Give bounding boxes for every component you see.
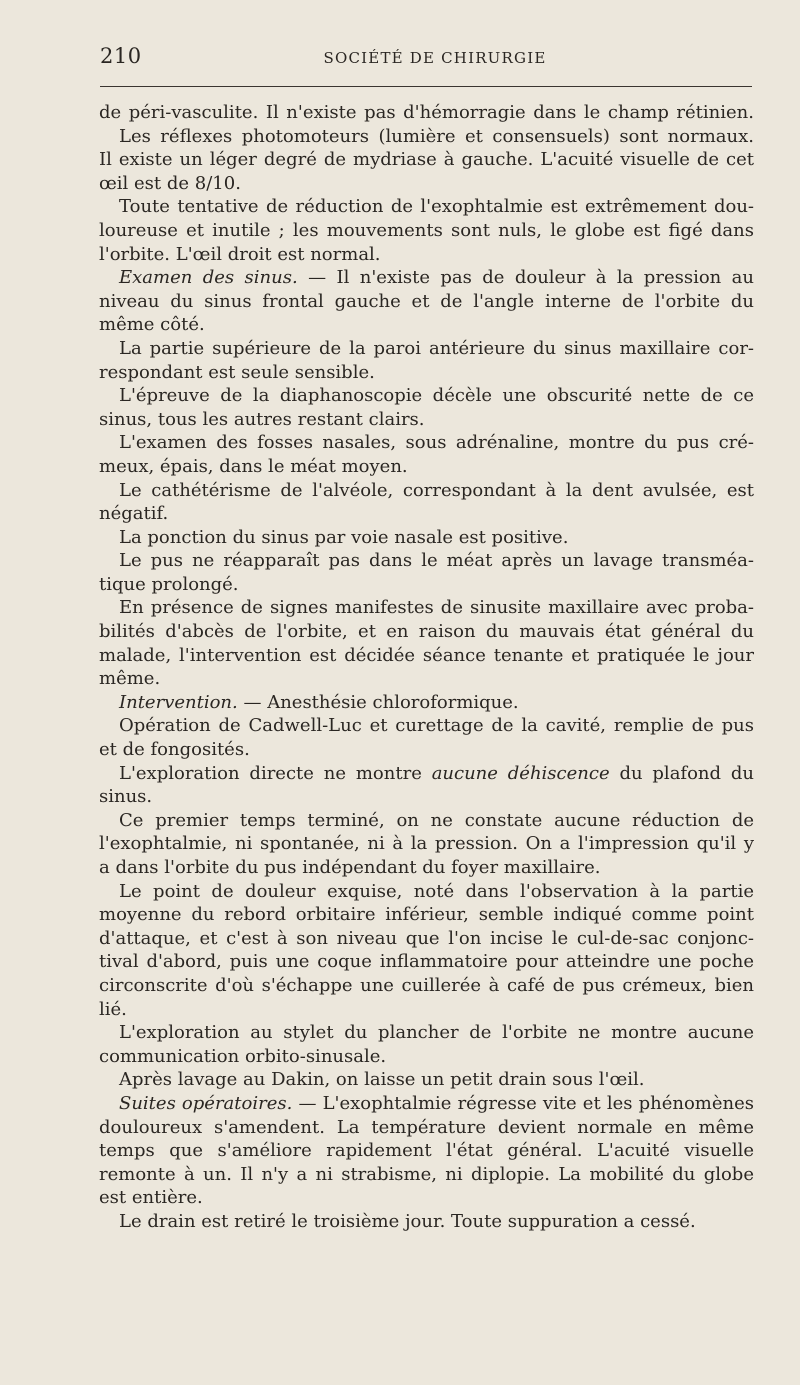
line-text: l'exophtalmie, ni spontanée, ni à la pression. On a l'impression qu'il y <box>99 833 754 855</box>
line-text: négatif. <box>99 503 169 525</box>
text-line <box>99 620 754 644</box>
line-text: est entière. <box>99 1187 203 1209</box>
text-line <box>99 809 754 833</box>
line-text: En présence de signes manifestes de sinusite maxillaire avec proba- <box>119 597 754 619</box>
text-line <box>99 290 754 314</box>
line-text: d'attaque, et c'est à son niveau que l'on incise le cul-de-sac conjonc- <box>99 927 754 949</box>
line-text: de péri-vasculite. Il n'existe pas d'hémorragie dans le champ rétinien. <box>99 102 754 123</box>
text-line <box>99 1021 754 1045</box>
line-text: — L'exophtalmie régresse vite et les phénomènes <box>292 1092 754 1114</box>
line-text: loureuse et inutile ; les mouvements sont nuls, le globe est figé dans <box>99 219 754 241</box>
text-line <box>99 148 754 172</box>
line-text: niveau du sinus frontal gauche et de l'angle interne de l'orbite du <box>99 290 754 312</box>
page-number: 210 <box>100 44 142 68</box>
text-line <box>99 125 754 149</box>
line-text: Toute tentative de réduction de l'exophtalmie est extrêmement dou- <box>119 196 754 218</box>
text-line <box>99 738 754 762</box>
text-line <box>99 337 754 361</box>
line-text: sinus, tous les autres restant clairs. <box>99 408 425 430</box>
text-line <box>99 950 754 974</box>
text-line <box>99 526 754 550</box>
text-line <box>99 479 754 503</box>
line-text: moyenne du rebord orbitaire inférieur, semble indiqué comme point <box>99 904 754 926</box>
body-text <box>99 101 754 1234</box>
text-line <box>99 502 754 526</box>
text-line <box>99 408 754 432</box>
line-text: Après lavage au Dakin, on laisse un petit drain sous l'œil. <box>119 1069 645 1091</box>
line-text: malade, l'intervention est décidée séance tenante et pratiquée le jour <box>99 644 754 666</box>
line-text: tique prolongé. <box>99 573 239 595</box>
text-line <box>99 573 754 597</box>
text-line <box>99 927 754 951</box>
line-text: Il existe un léger degré de mydriase à gauche. L'acuité visuelle de cet <box>99 149 754 171</box>
line-text: — Anesthésie chloroformique. <box>237 691 519 713</box>
page-header <box>100 44 750 74</box>
text-line <box>99 1186 754 1210</box>
line-text: même côté. <box>99 314 205 336</box>
text-line <box>99 644 754 668</box>
italic-heading: Intervention. <box>119 691 238 713</box>
text-line <box>99 243 754 267</box>
line-text: meux, épais, dans le méat moyen. <box>99 455 408 477</box>
line-text: lié. <box>99 998 127 1020</box>
text-line <box>99 549 754 573</box>
text-line <box>99 455 754 479</box>
line-text: temps que s'améliore rapidement l'état général. L'acuité visuelle <box>99 1140 754 1162</box>
line-text: douloureux s'amendent. La température devient normale en même <box>99 1116 754 1138</box>
line-text: remonte à un. Il n'y a ni strabisme, ni diplopie. La mobilité du globe <box>99 1163 754 1185</box>
line-text: respondant est seule sensible. <box>99 361 375 383</box>
line-text: l'orbite. L'œil droit est normal. <box>99 243 381 265</box>
line-text: La ponction du sinus par voie nasale est positive. <box>119 526 569 548</box>
line-text: L'épreuve de la diaphanoscopie décèle une obscurité nette de ce <box>119 385 754 407</box>
text-line <box>99 101 754 125</box>
text-line <box>99 785 754 809</box>
line-text: L'exploration au stylet du plancher de l'orbite ne montre aucune <box>119 1022 754 1044</box>
text-line <box>99 691 754 715</box>
text-line <box>99 1139 754 1163</box>
line-text: Ce premier temps terminé, on ne constate aucune réduction de <box>119 809 754 831</box>
line-text: Le cathétérisme de l'alvéole, correspondant à la dent avulsée, est <box>119 479 754 501</box>
text-line <box>99 172 754 196</box>
line-text: et de fongosités. <box>99 739 250 761</box>
line-text: communication orbito-sinusale. <box>99 1045 387 1067</box>
italic-heading: Examen des sinus. <box>119 267 298 289</box>
text-line <box>99 1163 754 1187</box>
line-text: même. <box>99 668 161 690</box>
italic-emphasis: aucune déhiscence <box>431 762 610 784</box>
text-line <box>99 313 754 337</box>
line-text: Opération de Cadwell-Luc et curettage de la cavité, remplie de pus <box>119 715 754 737</box>
text-line <box>99 998 754 1022</box>
text-line <box>99 1045 754 1069</box>
line-text: sinus. <box>99 786 153 808</box>
line-text: œil est de 8/10. <box>99 172 241 194</box>
text-line <box>99 1116 754 1140</box>
line-text: Le point de douleur exquise, noté dans l'observation à la partie <box>119 880 754 902</box>
line-text: La partie supérieure de la paroi antérieure du sinus maxillaire cor- <box>119 337 754 359</box>
text-line <box>99 431 754 455</box>
text-line <box>99 762 754 786</box>
line-text: tival d'abord, puis une coque inflammatoire pour atteindre une poche <box>99 951 754 973</box>
line-text: L'examen des fosses nasales, sous adrénaline, montre du pus cré- <box>119 432 754 454</box>
line-text: L'exploration directe ne montre <box>119 762 432 784</box>
italic-heading: Suites opératoires. <box>119 1092 293 1114</box>
line-text: a dans l'orbite du pus indépendant du foyer maxillaire. <box>99 857 601 878</box>
line-text: — Il n'existe pas de douleur à la pression au <box>297 267 754 289</box>
text-line <box>99 219 754 243</box>
line-text: circonscrite d'où s'échappe une cuillerée à café de pus crémeux, bien <box>99 974 754 996</box>
text-line <box>99 1210 754 1234</box>
text-line <box>99 1068 754 1092</box>
line-text: du plafond du <box>609 762 754 784</box>
text-line <box>99 195 754 219</box>
text-line <box>99 832 754 856</box>
text-line <box>99 880 754 904</box>
text-line <box>99 974 754 998</box>
line-text: Les réflexes photomoteurs (lumière et consensuels) sont normaux. <box>119 125 754 147</box>
line-text: bilités d'abcès de l'orbite, et en raison du mauvais état général du <box>99 621 754 643</box>
running-title: SOCIÉTÉ DE CHIRURGIE <box>323 49 547 67</box>
line-text: Le drain est retiré le troisième jour. Toute suppuration a cessé. <box>119 1210 696 1232</box>
text-line <box>99 714 754 738</box>
text-line <box>99 1092 754 1116</box>
text-line <box>99 667 754 691</box>
text-line <box>99 361 754 385</box>
text-line <box>99 903 754 927</box>
text-line <box>99 384 754 408</box>
text-line <box>99 596 754 620</box>
text-line <box>99 856 754 880</box>
line-text: Le pus ne réapparaît pas dans le méat après un lavage transméa- <box>119 550 754 572</box>
header-rule <box>100 86 752 87</box>
text-line <box>99 266 754 290</box>
